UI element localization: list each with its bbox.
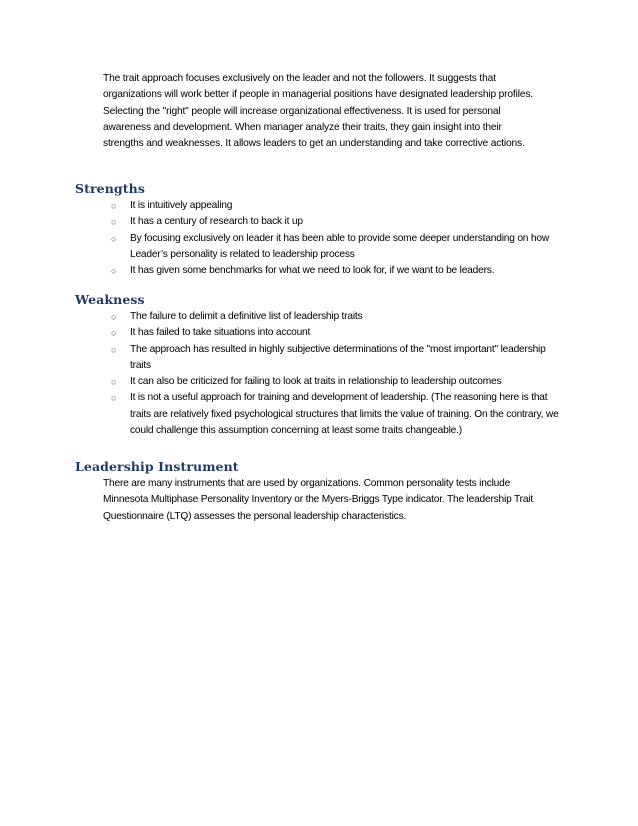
list-item-text: By focusing exclusively on leader it has been able to provide some deeper understanding on how Leader’s personality is related to leadership process [130, 232, 549, 260]
leadership-instrument-paragraph: There are many instruments that are used by organizations. Common personality tests include Minnesota Multiphase Personality Inventory or the Myers-Briggs Type indicator. The leadership Trait Questionnaire (LTQ) assesses the personal leadership characteristics. [103, 478, 533, 522]
list-item-text: It is not a useful approach for training and development of leadership. (The reasoning here is that traits are relatively fixed psychological structures that limits the value of training. On the contrary, we could challenge this assumption concerning at least some traits changeable.) [130, 392, 559, 437]
list-item [103, 342, 563, 375]
strengths-heading: Strengths [75, 181, 145, 196]
list-item-text: It has failed to take situations into account [130, 327, 311, 339]
weakness-heading: Weakness [75, 292, 145, 307]
bullet-circle-icon: ○ [111, 312, 117, 322]
list-item [103, 374, 563, 390]
list-item [103, 231, 563, 264]
list-item [103, 390, 563, 439]
weakness-list [103, 309, 563, 439]
bullet-circle-icon: ○ [111, 201, 117, 211]
bullet-circle-icon: ○ [111, 377, 117, 388]
bullet-circle-icon: ○ [111, 266, 117, 277]
bullet-circle-icon: ○ [111, 328, 117, 339]
list-item-text: The approach has resulted in highly subjective determinations of the "most important" leadership traits [130, 343, 546, 371]
list-item-text: It is intuitively appealing [130, 200, 233, 211]
list-item [103, 214, 563, 230]
bullet-circle-icon: ○ [111, 344, 117, 355]
list-item [103, 325, 563, 341]
strengths-list [103, 198, 563, 279]
list-item-text: It has a century of research to back it up [130, 216, 303, 228]
list-item-text: The failure to delimit a definitive list of leadership traits [130, 311, 363, 322]
bullet-circle-icon: ○ [111, 217, 117, 228]
leadership-instrument-heading: Leadership Instrument [75, 459, 239, 474]
list-item [103, 263, 563, 279]
bullet-circle-icon: ○ [111, 233, 117, 244]
list-item-text: It has given some benchmarks for what we need to look for, if we want to be leaders. [130, 265, 495, 277]
bullet-circle-icon: ○ [111, 393, 117, 404]
list-item-text: It can also be criticized for failing to look at traits in relationship to leadership outcomes [130, 376, 502, 388]
list-item [103, 198, 563, 214]
list-item [103, 309, 563, 325]
intro-paragraph: The trait approach focuses exclusively on the leader and not the followers. It suggests that organizations will work better if people in managerial positions have designated leadership profiles. Selecting the "right" people will increase organizational effectiveness. It is used for personal awareness and development. When manager analyze their traits, they gain insight into their strengths and weaknesses. It allows leaders to get an understanding and take corrective actions. [103, 73, 533, 150]
